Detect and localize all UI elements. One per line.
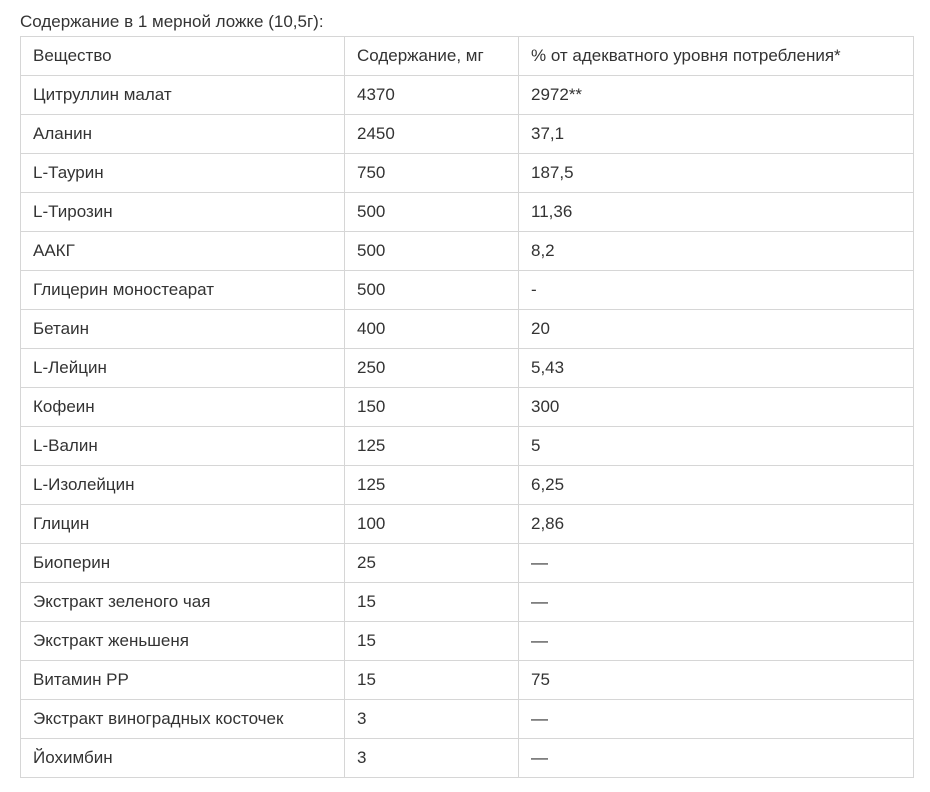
percent-cell: —	[519, 739, 914, 778]
substance-cell: Глицин	[21, 505, 345, 544]
composition-table	[20, 36, 914, 778]
table-row	[21, 622, 914, 661]
table-row	[21, 193, 914, 232]
table-row	[21, 310, 914, 349]
header-percent-adequate-intake: % от адекватного уровня потребления*	[519, 37, 914, 76]
substance-cell: Цитруллин малат	[21, 76, 345, 115]
content-cell: 500	[345, 271, 519, 310]
percent-cell: 2,86	[519, 505, 914, 544]
percent-cell: 6,25	[519, 466, 914, 505]
content-cell: 500	[345, 193, 519, 232]
percent-cell: 20	[519, 310, 914, 349]
table-row	[21, 349, 914, 388]
table-caption: Содержание в 1 мерной ложке (10,5г):	[20, 12, 324, 31]
content-cell: 15	[345, 661, 519, 700]
percent-cell: —	[519, 583, 914, 622]
percent-cell: 75	[519, 661, 914, 700]
content-cell: 25	[345, 544, 519, 583]
content-cell: 100	[345, 505, 519, 544]
table-header-row	[21, 37, 914, 76]
table-row	[21, 466, 914, 505]
content-cell: 750	[345, 154, 519, 193]
content-cell: 400	[345, 310, 519, 349]
substance-cell: L-Изолейцин	[21, 466, 345, 505]
percent-cell: 8,2	[519, 232, 914, 271]
table-row	[21, 76, 914, 115]
table-row	[21, 505, 914, 544]
table-row	[21, 154, 914, 193]
table-row	[21, 700, 914, 739]
percent-cell: —	[519, 544, 914, 583]
table-row	[21, 661, 914, 700]
table-row	[21, 232, 914, 271]
table-row	[21, 271, 914, 310]
table-body	[21, 76, 914, 778]
substance-cell: L-Лейцин	[21, 349, 345, 388]
table-row	[21, 544, 914, 583]
content-cell: 150	[345, 388, 519, 427]
table-row	[21, 115, 914, 154]
percent-cell: 5,43	[519, 349, 914, 388]
substance-cell: Глицерин моностеарат	[21, 271, 345, 310]
table-row	[21, 583, 914, 622]
percent-cell: 11,36	[519, 193, 914, 232]
table-row	[21, 739, 914, 778]
content-cell: 125	[345, 427, 519, 466]
content-cell: 15	[345, 583, 519, 622]
content-cell: 15	[345, 622, 519, 661]
substance-cell: Аланин	[21, 115, 345, 154]
content-cell: 250	[345, 349, 519, 388]
substance-cell: Йохимбин	[21, 739, 345, 778]
percent-cell: —	[519, 700, 914, 739]
substance-cell: L-Таурин	[21, 154, 345, 193]
substance-cell: ААКГ	[21, 232, 345, 271]
percent-cell: —	[519, 622, 914, 661]
substance-cell: Экстракт зеленого чая	[21, 583, 345, 622]
percent-cell: 2972**	[519, 76, 914, 115]
content-cell: 4370	[345, 76, 519, 115]
header-content-mg: Содержание, мг	[345, 37, 519, 76]
substance-cell: Экстракт женьшеня	[21, 622, 345, 661]
substance-cell: L-Валин	[21, 427, 345, 466]
percent-cell: 300	[519, 388, 914, 427]
content-cell: 2450	[345, 115, 519, 154]
content-cell: 3	[345, 700, 519, 739]
substance-cell: Биоперин	[21, 544, 345, 583]
content-cell: 500	[345, 232, 519, 271]
percent-cell: 187,5	[519, 154, 914, 193]
content-cell: 3	[345, 739, 519, 778]
substance-cell: Кофеин	[21, 388, 345, 427]
content-cell: 125	[345, 466, 519, 505]
percent-cell: 5	[519, 427, 914, 466]
substance-cell: L-Тирозин	[21, 193, 345, 232]
substance-cell: Витамин PP	[21, 661, 345, 700]
table-row	[21, 388, 914, 427]
table-row	[21, 427, 914, 466]
percent-cell: -	[519, 271, 914, 310]
header-substance: Вещество	[21, 37, 345, 76]
substance-cell: Бетаин	[21, 310, 345, 349]
substance-cell: Экстракт виноградных косточек	[21, 700, 345, 739]
percent-cell: 37,1	[519, 115, 914, 154]
